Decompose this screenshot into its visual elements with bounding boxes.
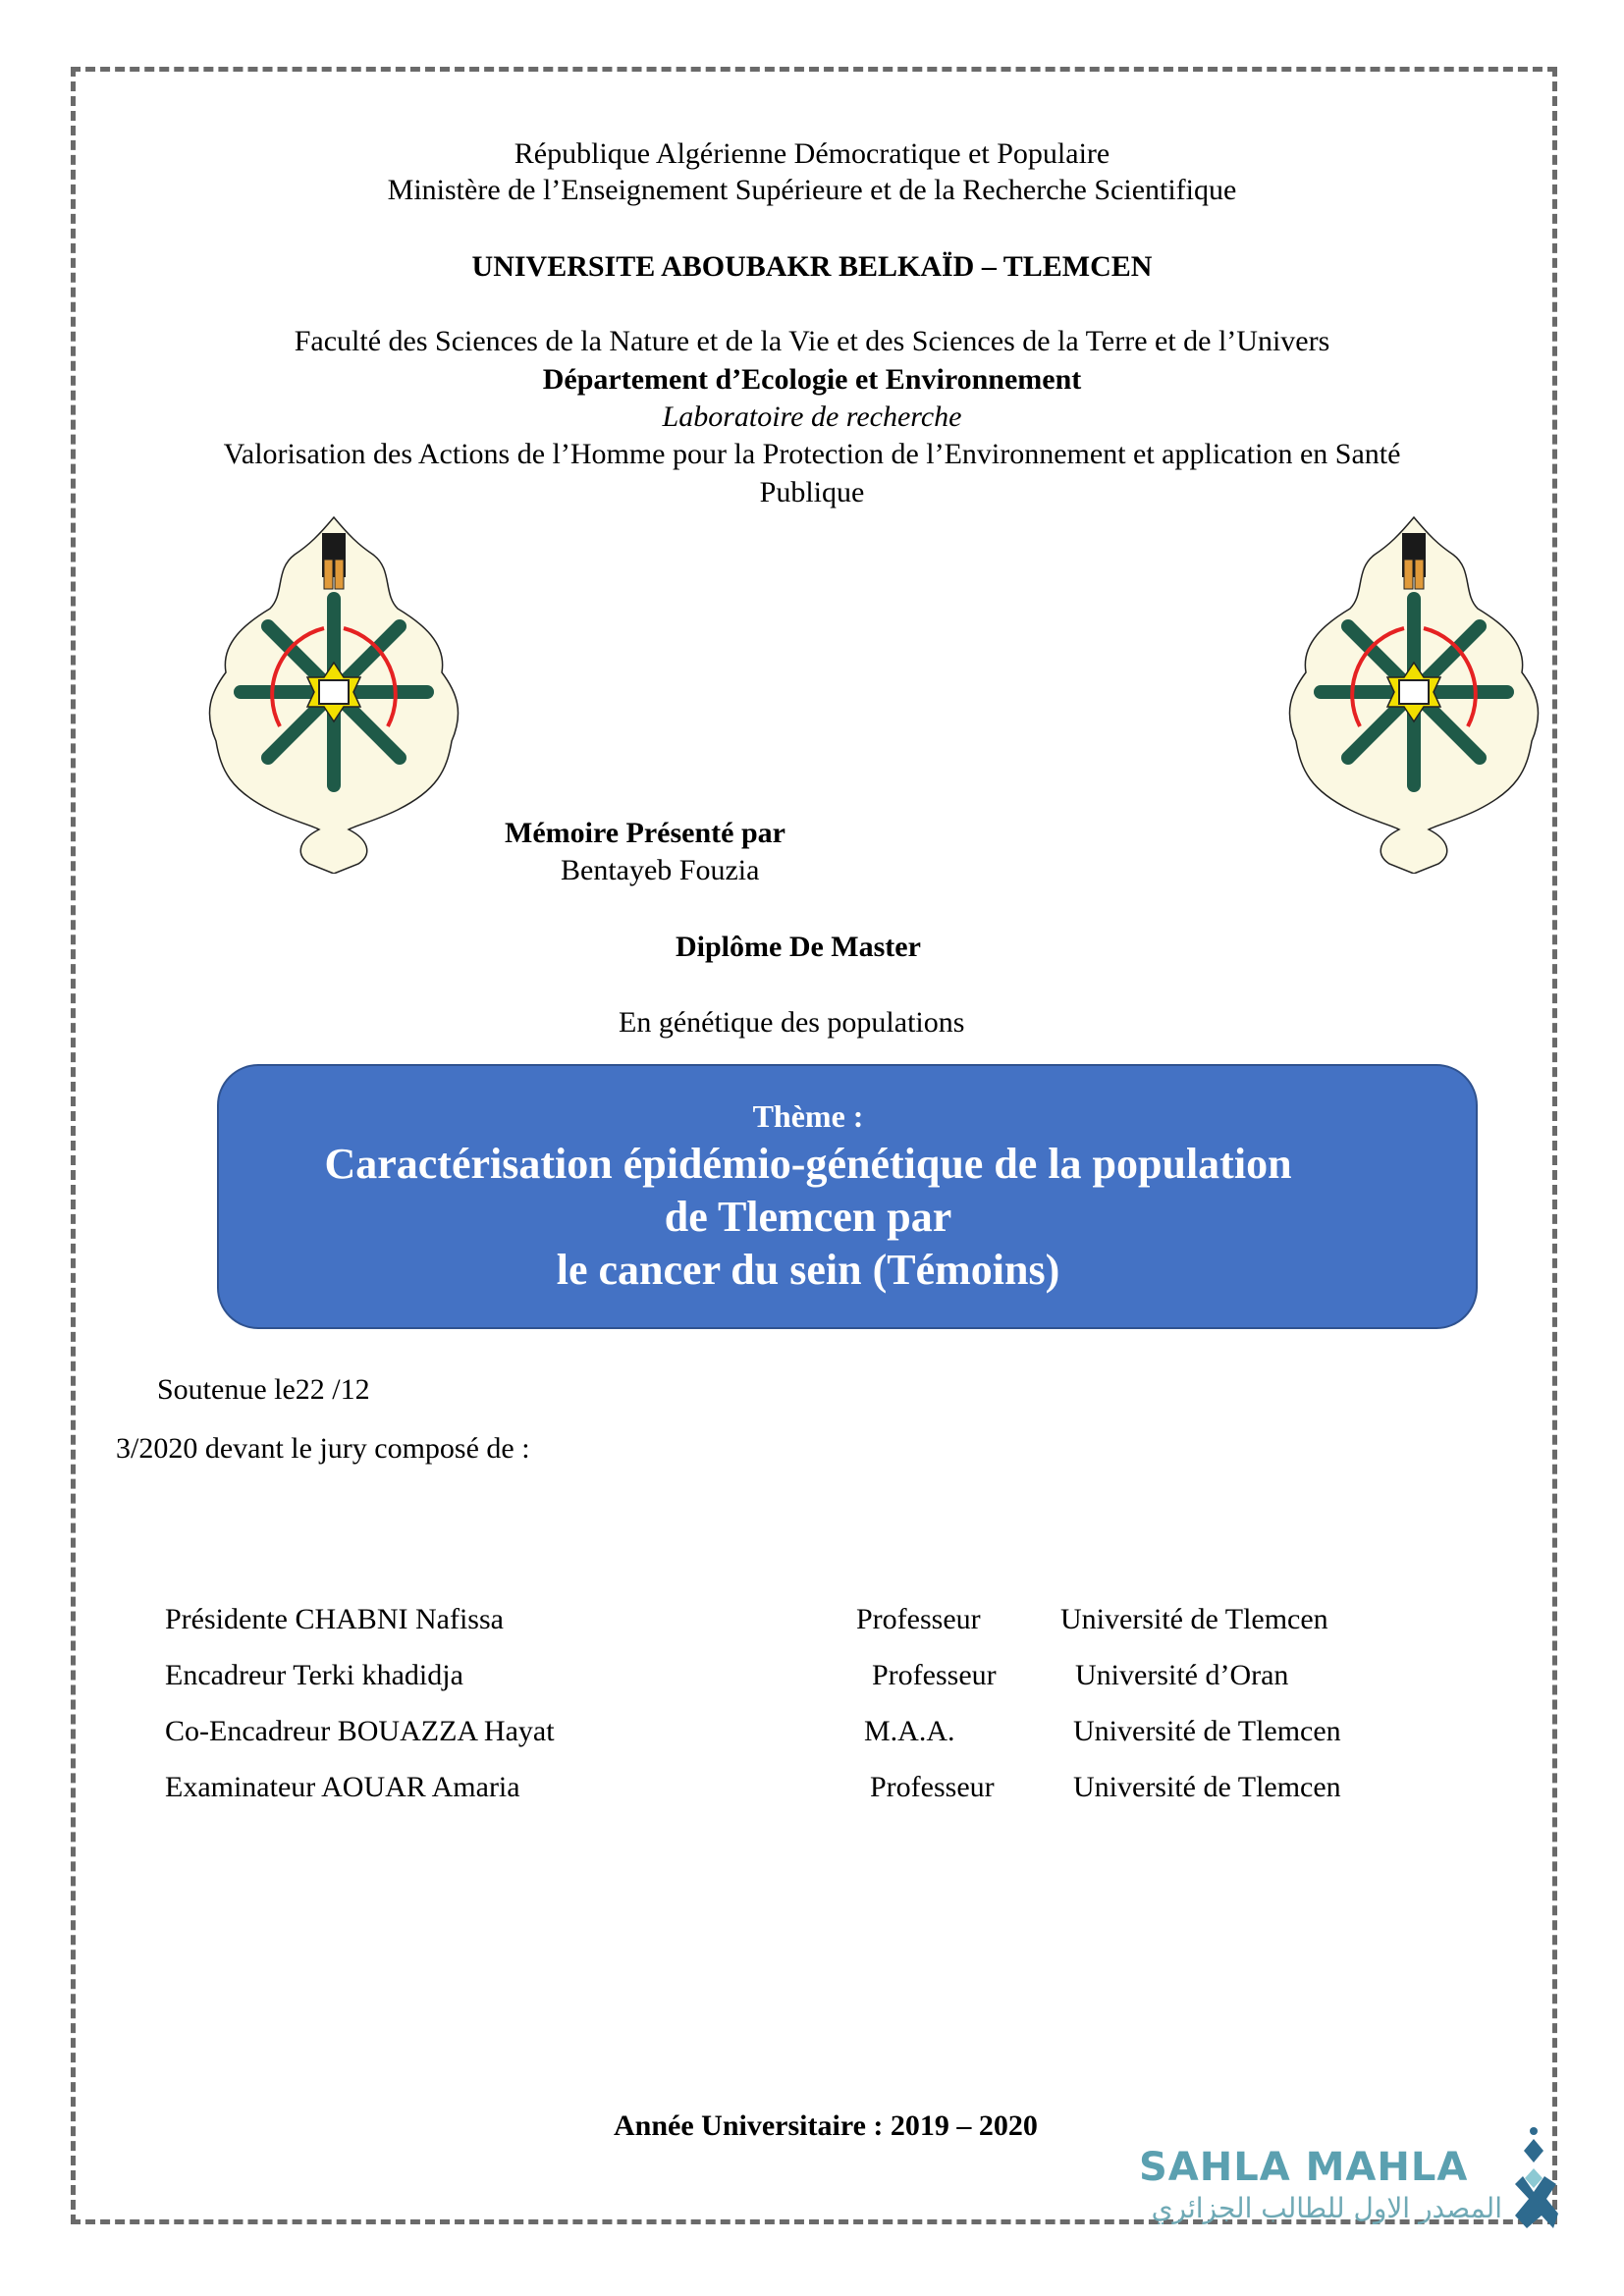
theme-label: Thème : bbox=[752, 1098, 864, 1134]
jury-institution: Université de Tlemcen bbox=[1073, 1771, 1341, 1803]
theme-title-line3: le cancer du sein (Témoins) bbox=[556, 1246, 1060, 1294]
university-emblem-right-icon bbox=[1281, 515, 1546, 874]
lab-label: Laboratoire de recherche bbox=[662, 400, 962, 433]
jury-grade: Professeur bbox=[856, 1603, 981, 1635]
department-line: Département d’Ecologie et Environnement bbox=[542, 363, 1082, 396]
jury-institution: Université d’Oran bbox=[1075, 1659, 1289, 1691]
university-emblem-left-icon bbox=[201, 515, 466, 874]
sahla-mahla-watermark bbox=[1139, 2145, 1561, 2238]
jury-row bbox=[0, 1771, 1624, 1810]
lab-name-line2: Publique bbox=[759, 476, 865, 508]
theme-title-line2: de Tlemcen par bbox=[664, 1193, 952, 1241]
jury-row bbox=[0, 1715, 1624, 1754]
watermark-brand: SAHLA MAHLA bbox=[1139, 2145, 1469, 2190]
jury-member: Examinateur AOUAR Amaria bbox=[165, 1771, 520, 1803]
watermark-tagline: المصدر الاول للطالب الجزائري bbox=[1151, 2192, 1502, 2224]
ministry-line: Ministère de l’Enseignement Supérieure et de la Recherche Scientifique bbox=[387, 174, 1237, 206]
jury-grade: M.A.A. bbox=[864, 1715, 955, 1747]
presented-by-label: Mémoire Présenté par bbox=[505, 817, 785, 849]
jury-row bbox=[0, 1603, 1624, 1642]
jury-member: Présidente CHABNI Nafissa bbox=[165, 1603, 504, 1635]
diploma-title: Diplôme De Master bbox=[676, 931, 921, 963]
lab-name-line1: Valorisation des Actions de l’Homme pour la Protection de l’Environnement et application en Santé bbox=[223, 438, 1401, 470]
university-name: UNIVERSITE ABOUBAKR BELKAÏD – TLEMCEN bbox=[471, 250, 1153, 283]
jury-grade: Professeur bbox=[870, 1771, 995, 1803]
theme-title-line1: Caractérisation épidémio-génétique de la population bbox=[324, 1140, 1292, 1188]
jury-member: Encadreur Terki khadidja bbox=[165, 1659, 463, 1691]
republic-line: République Algérienne Démocratique et Populaire bbox=[514, 137, 1110, 170]
faculty-line: Faculté des Sciences de la Nature et de la Vie et des Sciences de la Terre et de l’Univers bbox=[294, 325, 1330, 357]
jury-institution: Université de Tlemcen bbox=[1073, 1715, 1341, 1747]
academic-year: Année Universitaire : 2019 – 2020 bbox=[614, 2109, 1038, 2142]
jury-row bbox=[0, 1659, 1624, 1698]
jury-member: Co-Encadreur BOUAZZA Hayat bbox=[165, 1715, 555, 1747]
theme-box bbox=[217, 1064, 1478, 1329]
diploma-specialty: En génétique des populations bbox=[619, 1006, 965, 1039]
defense-date-line1: Soutenue le22 /12 bbox=[157, 1373, 370, 1406]
author-name: Bentayeb Fouzia bbox=[561, 854, 760, 886]
jury-institution: Université de Tlemcen bbox=[1060, 1603, 1328, 1635]
defense-date-line2: 3/2020 devant le jury composé de : bbox=[116, 1432, 530, 1465]
jury-grade: Professeur bbox=[872, 1659, 997, 1691]
sahla-mahla-logo-icon bbox=[1507, 2125, 1561, 2238]
